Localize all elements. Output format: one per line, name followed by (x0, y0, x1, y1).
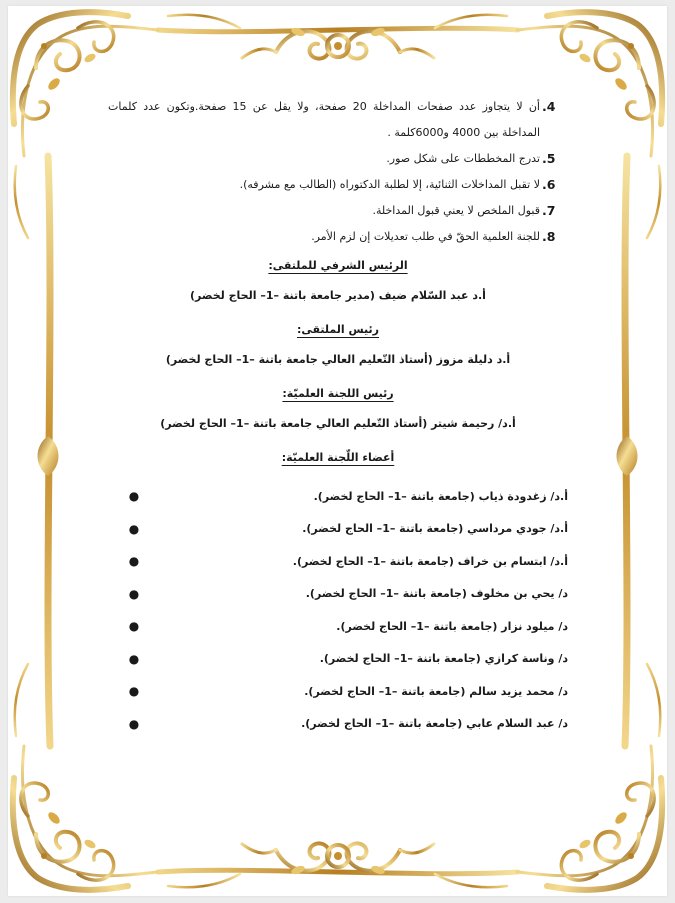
honorary-president-name: أ.د عبد السّلام ضيف (مدير جامعة باتنة –1– الحاج لخضر) (190, 289, 486, 302)
condition-item (108, 172, 568, 198)
conference-president-name: أ.د دليلة مزوز (أستاذ التّعليم العالي جامعة باتنة –1– الحاج لخضر) (165, 353, 511, 366)
bullet-icon: ● (128, 651, 140, 666)
list-item (108, 643, 568, 676)
condition-number: .8 (542, 229, 556, 244)
condition-text: قبول الملخص لا يعني قبول المداخلة. (372, 204, 540, 217)
member-name: د/ عبد السلام عابي (جامعة باتنة –1– الحاج لخضر). (301, 717, 568, 731)
condition-item (108, 146, 568, 172)
condition-number: .6 (542, 177, 556, 192)
member-name: د/ وناسة كرازي (جامعة باتنة –1– الحاج لخضر). (319, 652, 568, 666)
document-page (8, 6, 667, 896)
list-item (108, 675, 568, 708)
list-item (108, 578, 568, 611)
member-name: أ.د/ ابتسام بن خراف (جامعة باتنة –1– الحاج لخضر). (292, 554, 568, 568)
list-item (108, 545, 568, 578)
condition-number: .7 (542, 203, 556, 218)
member-name: أ.د/ جودي مرداسي (جامعة باتنة –1– الحاج لخضر). (302, 522, 568, 536)
bullet-icon: ● (128, 684, 140, 699)
member-name: د/ يحي بن مخلوف (جامعة باتنة –1– الحاج لخضر). (305, 587, 568, 601)
conditions-list (108, 94, 568, 250)
bullet-icon: ● (128, 489, 140, 504)
bullet-icon: ● (128, 554, 140, 569)
conference-president-heading: رئيس الملتقى: (296, 323, 380, 336)
bullet-icon: ● (128, 619, 140, 634)
member-name: د/ محمد يزيد سالم (جامعة باتنة –1– الحاج لخضر). (304, 684, 568, 698)
list-item (108, 610, 568, 643)
member-name: أ.د/ زغدودة ذياب (جامعة باتنة –1– الحاج لخضر). (313, 489, 568, 503)
list-item (108, 513, 568, 546)
honorary-president-heading: الرئيس الشرفي للملتقى: (268, 259, 408, 272)
condition-text: أن لا يتجاوز عدد صفحات المداخلة 20 صفحة، ولا يقل عن 15 صفحة.وتكون عدد كلمات المداخلة بين 4000 و6000كلمة . (108, 100, 540, 139)
bullet-icon: ● (128, 586, 140, 601)
committee-president-name: أ.د/ رحيمة شيتر (أستاذ التّعليم العالي جامعة باتنة –1– الحاج لخضر) (160, 417, 516, 430)
condition-text: تدرج المخططات على شكل صور. (386, 152, 540, 165)
condition-text: للجنة العلمية الحقّ في طلب تعديلات إن لزم الأمر. (311, 230, 540, 243)
condition-item (108, 198, 568, 224)
committee-president-heading: رئيس اللجنة العلميّة: (282, 387, 394, 400)
list-item (108, 480, 568, 513)
condition-number: .4 (542, 99, 556, 114)
condition-text: لا تقبل المداخلات الثنائية، إلا لطلبة الدكتوراه (الطالب مع مشرفه). (239, 178, 540, 191)
committee-members-heading: أعضاء اللّجنة العلميّة: (281, 451, 395, 464)
document-content (108, 94, 568, 740)
bullet-icon: ● (128, 716, 140, 731)
condition-item (108, 94, 568, 146)
committee-members-list (108, 480, 568, 740)
condition-number: .5 (542, 151, 556, 166)
list-item (108, 708, 568, 741)
bullet-icon: ● (128, 521, 140, 536)
member-name: د/ ميلود نزار (جامعة باتنة –1– الحاج لخضر). (336, 619, 568, 633)
condition-item (108, 224, 568, 250)
